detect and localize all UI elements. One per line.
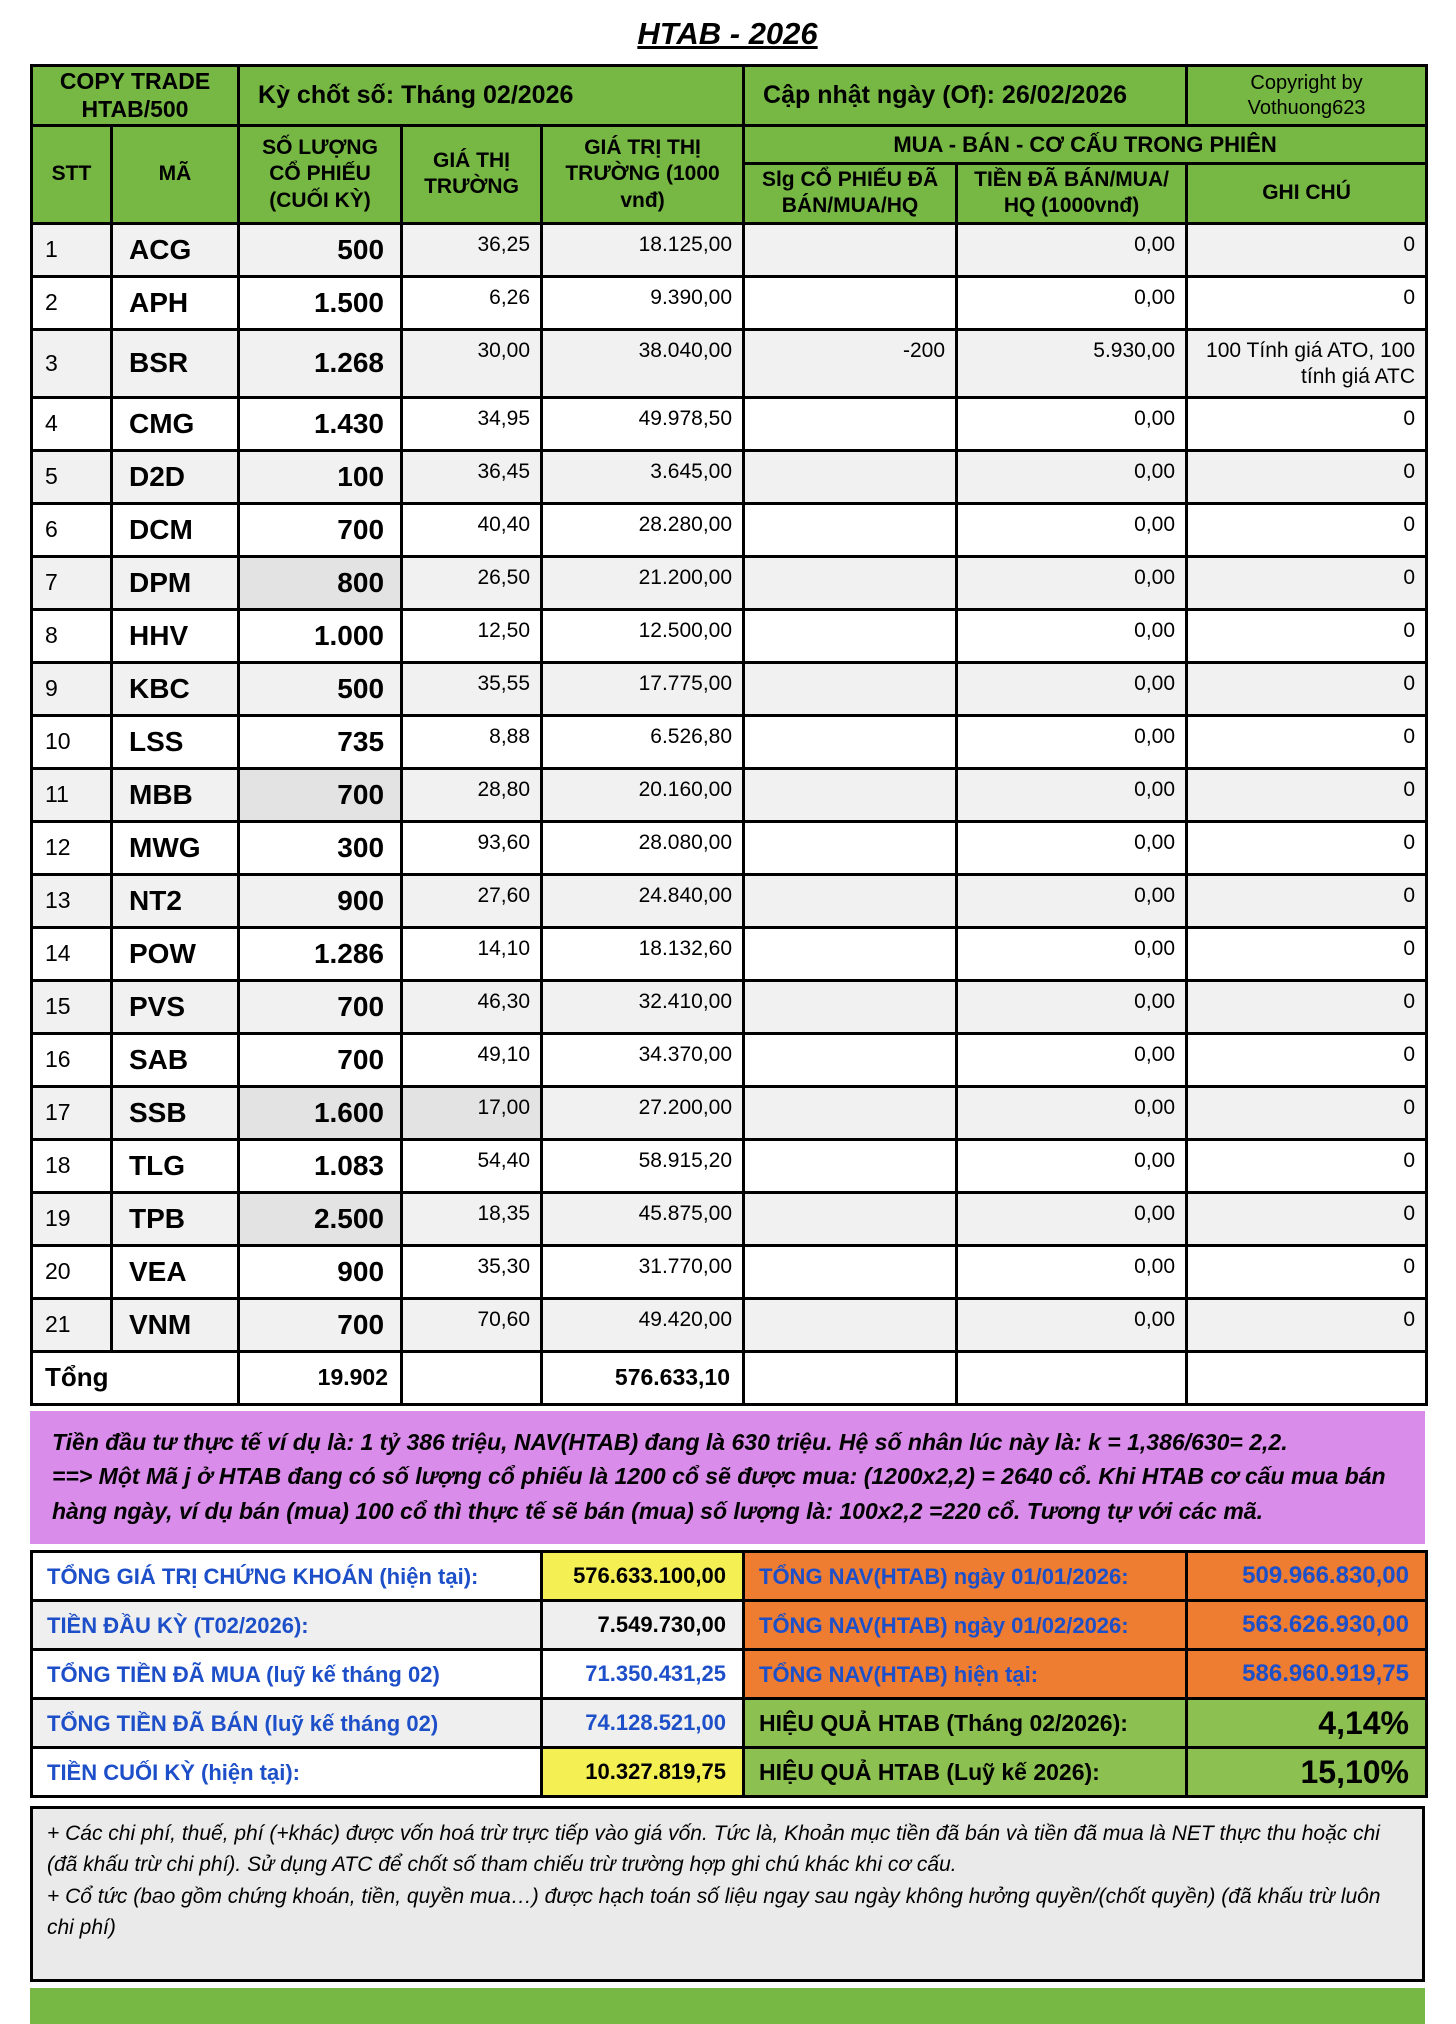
copyright-label: Copyright by Vothuong623	[1187, 66, 1427, 126]
money-traded-cell: 0,00	[957, 927, 1187, 980]
ticker-cell: TPB	[112, 1192, 239, 1245]
quantity-cell: 500	[239, 223, 402, 276]
table-row	[32, 1033, 1427, 1086]
quantity-cell: 700	[239, 768, 402, 821]
performance-month-label: HIỆU QUẢ HTAB (Tháng 02/2026):	[744, 1699, 1187, 1748]
money-traded-cell: 0,00	[957, 1192, 1187, 1245]
money-traded-cell: 0,00	[957, 1086, 1187, 1139]
table-row	[32, 223, 1427, 276]
performance-ytd-value: 15,10%	[1187, 1748, 1427, 1797]
col-tien: TIỀN ĐÃ BÁN/MUA/ HQ (1000vnđ)	[957, 164, 1187, 224]
shares-traded-cell	[744, 397, 957, 450]
ticker-cell: VNM	[112, 1298, 239, 1351]
stt-cell: 4	[32, 397, 112, 450]
note-cell: 0	[1187, 609, 1427, 662]
table-row	[32, 609, 1427, 662]
note-paragraph-1: Tiền đầu tư thực tế ví dụ là: 1 tỷ 386 triệu, NAV(HTAB) đang là 630 triệu. Hệ số nhân lúc này là: k = 1,386/630= 2,2.	[52, 1428, 1288, 1455]
total-qty: 19.902	[239, 1351, 402, 1404]
market-value-cell: 31.770,00	[542, 1245, 744, 1298]
money-traded-cell: 0,00	[957, 1245, 1187, 1298]
quantity-cell: 700	[239, 1298, 402, 1351]
quantity-cell: 500	[239, 662, 402, 715]
quantity-cell: 700	[239, 503, 402, 556]
col-slg: Slg CỔ PHIẾU ĐÃ BÁN/MUA/HQ	[744, 164, 957, 224]
market-price-cell: 14,10	[402, 927, 542, 980]
market-price-cell: 70,60	[402, 1298, 542, 1351]
col-qty: SỐ LƯỢNG CỔ PHIẾU (CUỐI KỲ)	[239, 126, 402, 224]
market-price-cell: 54,40	[402, 1139, 542, 1192]
updated-label: Cập nhật ngày (Of): 26/02/2026	[744, 66, 1187, 126]
market-price-cell: 93,60	[402, 821, 542, 874]
shares-traded-cell	[744, 223, 957, 276]
quantity-cell: 1.000	[239, 609, 402, 662]
total-tien-empty	[957, 1351, 1187, 1404]
ticker-cell: TLG	[112, 1139, 239, 1192]
footnotes-box	[30, 1806, 1425, 1982]
closing-cash-value: 10.327.819,75	[542, 1748, 744, 1797]
money-traded-cell: 0,00	[957, 397, 1187, 450]
ticker-cell: SAB	[112, 1033, 239, 1086]
table-row	[32, 276, 1427, 329]
quantity-cell: 100	[239, 450, 402, 503]
stt-cell: 6	[32, 503, 112, 556]
stt-cell: 7	[32, 556, 112, 609]
total-bought-value: 71.350.431,25	[542, 1650, 744, 1699]
shares-traded-cell	[744, 503, 957, 556]
shares-traded-cell	[744, 556, 957, 609]
total-price-empty	[402, 1351, 542, 1404]
total-note-empty	[1187, 1351, 1427, 1404]
note-cell: 0	[1187, 980, 1427, 1033]
money-traded-cell: 0,00	[957, 874, 1187, 927]
quantity-cell: 900	[239, 1245, 402, 1298]
ticker-cell: NT2	[112, 874, 239, 927]
market-value-cell: 28.080,00	[542, 821, 744, 874]
stt-cell: 3	[32, 329, 112, 397]
performance-ytd-label: HIỆU QUẢ HTAB (Luỹ kế 2026):	[744, 1748, 1187, 1797]
summary-row	[32, 1748, 1427, 1797]
nav-feb-value: 563.626.930,00	[1187, 1601, 1427, 1650]
note-cell: 0	[1187, 662, 1427, 715]
column-header-row	[32, 126, 1427, 164]
shares-traded-cell	[744, 662, 957, 715]
ticker-cell: BSR	[112, 329, 239, 397]
table-row	[32, 1298, 1427, 1351]
market-value-cell: 38.040,00	[542, 329, 744, 397]
stt-cell: 12	[32, 821, 112, 874]
total-row	[32, 1351, 1427, 1404]
money-traded-cell: 0,00	[957, 223, 1187, 276]
note-cell: 0	[1187, 1192, 1427, 1245]
quantity-cell: 300	[239, 821, 402, 874]
stt-cell: 18	[32, 1139, 112, 1192]
col-group-mua-ban: MUA - BÁN - CƠ CẤU TRONG PHIÊN	[744, 126, 1427, 164]
market-value-cell: 12.500,00	[542, 609, 744, 662]
note-cell: 0	[1187, 1086, 1427, 1139]
money-traded-cell: 0,00	[957, 821, 1187, 874]
ticker-cell: ACG	[112, 223, 239, 276]
market-value-cell: 32.410,00	[542, 980, 744, 1033]
stt-cell: 20	[32, 1245, 112, 1298]
note-paragraph-2: ==> Một Mã j ở HTAB đang có số lượng cổ phiếu là 1200 cổ sẽ được mua: (1200x2,2) = 2640 cổ. Khi HTAB cơ cấu mua bán hàng ngày, ví dụ bán (mua) 100 cổ thì thực tế sẽ bán (mua) số lượng là: 100x2,2 =220 cổ. Tương tự với các mã.	[52, 1463, 1386, 1524]
sheet-header-row	[32, 66, 1427, 126]
ticker-cell: POW	[112, 927, 239, 980]
table-row	[32, 715, 1427, 768]
market-value-cell: 17.775,00	[542, 662, 744, 715]
money-traded-cell: 0,00	[957, 450, 1187, 503]
page-title: HTAB - 2026	[637, 16, 818, 51]
quantity-cell: 1.083	[239, 1139, 402, 1192]
shares-traded-cell	[744, 768, 957, 821]
money-traded-cell: 0,00	[957, 715, 1187, 768]
total-sold-value: 74.128.521,00	[542, 1699, 744, 1748]
col-value: GIÁ TRỊ THỊ TRƯỜNG (1000 vnđ)	[542, 126, 744, 224]
table-row	[32, 450, 1427, 503]
quantity-cell: 1.500	[239, 276, 402, 329]
market-price-cell: 8,88	[402, 715, 542, 768]
total-stock-value: 576.633.100,00	[542, 1552, 744, 1601]
shares-traded-cell	[744, 980, 957, 1033]
money-traded-cell: 0,00	[957, 556, 1187, 609]
nav-feb-label: TỔNG NAV(HTAB) ngày 01/02/2026:	[744, 1601, 1187, 1650]
market-price-cell: 36,25	[402, 223, 542, 276]
shares-traded-cell	[744, 1086, 957, 1139]
stt-cell: 5	[32, 450, 112, 503]
nav-jan-label: TỔNG NAV(HTAB) ngày 01/01/2026:	[744, 1552, 1187, 1601]
note-cell: 100 Tính giá ATO, 100 tính giá ATC	[1187, 329, 1427, 397]
ticker-cell: D2D	[112, 450, 239, 503]
market-price-cell: 17,00	[402, 1086, 542, 1139]
money-traded-cell: 0,00	[957, 1033, 1187, 1086]
col-price: GIÁ THỊ TRƯỜNG	[402, 126, 542, 224]
stt-cell: 15	[32, 980, 112, 1033]
market-value-cell: 20.160,00	[542, 768, 744, 821]
note-cell: 0	[1187, 768, 1427, 821]
shares-traded-cell	[744, 609, 957, 662]
money-traded-cell: 0,00	[957, 1298, 1187, 1351]
market-price-cell: 49,10	[402, 1033, 542, 1086]
shares-traded-cell	[744, 1192, 957, 1245]
market-value-cell: 21.200,00	[542, 556, 744, 609]
note-cell: 0	[1187, 1139, 1427, 1192]
shares-traded-cell	[744, 276, 957, 329]
summary-table	[30, 1550, 1428, 1798]
stt-cell: 21	[32, 1298, 112, 1351]
total-value: 576.633,10	[542, 1351, 744, 1404]
table-row	[32, 874, 1427, 927]
ticker-cell: VEA	[112, 1245, 239, 1298]
table-row	[32, 1139, 1427, 1192]
market-price-cell: 28,80	[402, 768, 542, 821]
summary-row	[32, 1601, 1427, 1650]
market-value-cell: 3.645,00	[542, 450, 744, 503]
note-cell: 0	[1187, 276, 1427, 329]
stt-cell: 8	[32, 609, 112, 662]
market-price-cell: 6,26	[402, 276, 542, 329]
market-price-cell: 26,50	[402, 556, 542, 609]
quantity-cell: 1.268	[239, 329, 402, 397]
ticker-cell: KBC	[112, 662, 239, 715]
quantity-cell: 1.286	[239, 927, 402, 980]
note-cell: 0	[1187, 503, 1427, 556]
ticker-cell: DCM	[112, 503, 239, 556]
stt-cell: 2	[32, 276, 112, 329]
shares-traded-cell	[744, 1245, 957, 1298]
quantity-cell: 2.500	[239, 1192, 402, 1245]
total-bought-label: TỔNG TIỀN ĐÃ MUA (luỹ kế tháng 02)	[32, 1650, 542, 1699]
table-row	[32, 556, 1427, 609]
money-traded-cell: 0,00	[957, 609, 1187, 662]
note-cell: 0	[1187, 397, 1427, 450]
market-value-cell: 58.915,20	[542, 1139, 744, 1192]
table-row	[32, 503, 1427, 556]
table-row	[32, 329, 1427, 397]
performance-month-value: 4,14%	[1187, 1699, 1427, 1748]
note-cell: 0	[1187, 927, 1427, 980]
ticker-cell: CMG	[112, 397, 239, 450]
quantity-cell: 900	[239, 874, 402, 927]
total-label: Tổng	[32, 1351, 239, 1404]
total-sold-label: TỔNG TIỀN ĐÃ BÁN (luỹ kế tháng 02)	[32, 1699, 542, 1748]
shares-traded-cell	[744, 715, 957, 768]
note-cell: 0	[1187, 450, 1427, 503]
market-value-cell: 6.526,80	[542, 715, 744, 768]
opening-cash-value: 7.549.730,00	[542, 1601, 744, 1650]
quantity-cell: 700	[239, 980, 402, 1033]
total-stock-value-label: TỔNG GIÁ TRỊ CHỨNG KHOÁN (hiện tại):	[32, 1552, 542, 1601]
closing-cash-label: TIỀN CUỐI KỲ (hiện tại):	[32, 1748, 542, 1797]
ticker-cell: MWG	[112, 821, 239, 874]
quantity-cell: 700	[239, 1033, 402, 1086]
quantity-cell: 800	[239, 556, 402, 609]
note-cell: 0	[1187, 223, 1427, 276]
shares-traded-cell	[744, 927, 957, 980]
nav-jan-value: 509.966.830,00	[1187, 1552, 1427, 1601]
table-row	[32, 980, 1427, 1033]
ticker-cell: SSB	[112, 1086, 239, 1139]
market-price-cell: 30,00	[402, 329, 542, 397]
market-price-cell: 46,30	[402, 980, 542, 1033]
market-value-cell: 49.978,50	[542, 397, 744, 450]
summary-row	[32, 1650, 1427, 1699]
note-cell: 0	[1187, 1245, 1427, 1298]
market-price-cell: 18,35	[402, 1192, 542, 1245]
copy-trade-label: COPY TRADE HTAB/500	[32, 66, 239, 126]
ticker-cell: MBB	[112, 768, 239, 821]
shares-traded-cell	[744, 1033, 957, 1086]
table-row	[32, 768, 1427, 821]
money-traded-cell: 0,00	[957, 662, 1187, 715]
ticker-cell: PVS	[112, 980, 239, 1033]
money-traded-cell: 0,00	[957, 980, 1187, 1033]
table-row	[32, 662, 1427, 715]
money-traded-cell: 0,00	[957, 1139, 1187, 1192]
market-value-cell: 45.875,00	[542, 1192, 744, 1245]
nav-explanation-note	[30, 1411, 1425, 1545]
market-value-cell: 18.125,00	[542, 223, 744, 276]
note-cell: 0	[1187, 874, 1427, 927]
shares-traded-cell	[744, 1298, 957, 1351]
nav-current-label: TỔNG NAV(HTAB) hiện tại:	[744, 1650, 1187, 1699]
shares-traded-cell	[744, 874, 957, 927]
market-value-cell: 9.390,00	[542, 276, 744, 329]
market-value-cell: 18.132,60	[542, 927, 744, 980]
stt-cell: 1	[32, 223, 112, 276]
col-ma: MÃ	[112, 126, 239, 224]
note-cell: 0	[1187, 715, 1427, 768]
stt-cell: 11	[32, 768, 112, 821]
stt-cell: 16	[32, 1033, 112, 1086]
col-note: GHI CHÚ	[1187, 164, 1427, 224]
stt-cell: 17	[32, 1086, 112, 1139]
market-price-cell: 12,50	[402, 609, 542, 662]
shares-traded-cell	[744, 821, 957, 874]
footnote-1: + Các chi phí, thuế, phí (+khác) được vốn hoá trừ trực tiếp vào giá vốn. Tức là, Khoản mục tiền đã bán và tiền đã mua là NET thực thu hoặc chi (đã khấu trừ chi phí). Sử dụng ATC để chốt số tham chiếu trừ trường hợp ghi chú khác khi cơ cấu.	[47, 1822, 1380, 1876]
holdings-table	[30, 64, 1428, 1406]
note-cell: 0	[1187, 821, 1427, 874]
table-row	[32, 927, 1427, 980]
market-price-cell: 27,60	[402, 874, 542, 927]
money-traded-cell: 0,00	[957, 503, 1187, 556]
market-price-cell: 34,95	[402, 397, 542, 450]
nav-current-value: 586.960.919,75	[1187, 1650, 1427, 1699]
money-traded-cell: 0,00	[957, 768, 1187, 821]
footnote-2: + Cổ tức (bao gồm chứng khoán, tiền, quyền mua…) được hạch toán số liệu ngay sau ngày không hưởng quyền/(chốt quyền) (đã khấu trừ luôn chi phí)	[47, 1885, 1381, 1939]
stt-cell: 13	[32, 874, 112, 927]
note-cell: 0	[1187, 1033, 1427, 1086]
table-row	[32, 397, 1427, 450]
money-traded-cell: 0,00	[957, 276, 1187, 329]
ticker-cell: DPM	[112, 556, 239, 609]
market-price-cell: 35,30	[402, 1245, 542, 1298]
stt-cell: 10	[32, 715, 112, 768]
summary-row	[32, 1552, 1427, 1601]
sheet-tab-bar	[30, 1988, 1425, 2024]
note-cell: 0	[1187, 556, 1427, 609]
stt-cell: 14	[32, 927, 112, 980]
stt-cell: 19	[32, 1192, 112, 1245]
ticker-cell: HHV	[112, 609, 239, 662]
shares-traded-cell: -200	[744, 329, 957, 397]
opening-cash-label: TIỀN ĐẦU KỲ (T02/2026):	[32, 1601, 542, 1650]
market-price-cell: 35,55	[402, 662, 542, 715]
summary-row	[32, 1699, 1427, 1748]
col-stt: STT	[32, 126, 112, 224]
market-value-cell: 34.370,00	[542, 1033, 744, 1086]
table-row	[32, 1086, 1427, 1139]
table-row	[32, 1192, 1427, 1245]
shares-traded-cell	[744, 1139, 957, 1192]
stock-rows	[32, 223, 1427, 1351]
market-price-cell: 40,40	[402, 503, 542, 556]
market-value-cell: 24.840,00	[542, 874, 744, 927]
quantity-cell: 1.600	[239, 1086, 402, 1139]
quantity-cell: 735	[239, 715, 402, 768]
period-label: Kỳ chốt số: Tháng 02/2026	[239, 66, 744, 126]
shares-traded-cell	[744, 450, 957, 503]
quantity-cell: 1.430	[239, 397, 402, 450]
ticker-cell: APH	[112, 276, 239, 329]
note-cell: 0	[1187, 1298, 1427, 1351]
market-value-cell: 27.200,00	[542, 1086, 744, 1139]
market-price-cell: 36,45	[402, 450, 542, 503]
stt-cell: 9	[32, 662, 112, 715]
market-value-cell: 28.280,00	[542, 503, 744, 556]
money-traded-cell: 5.930,00	[957, 329, 1187, 397]
table-row	[32, 821, 1427, 874]
table-row	[32, 1245, 1427, 1298]
ticker-cell: LSS	[112, 715, 239, 768]
market-value-cell: 49.420,00	[542, 1298, 744, 1351]
total-slg-empty	[744, 1351, 957, 1404]
